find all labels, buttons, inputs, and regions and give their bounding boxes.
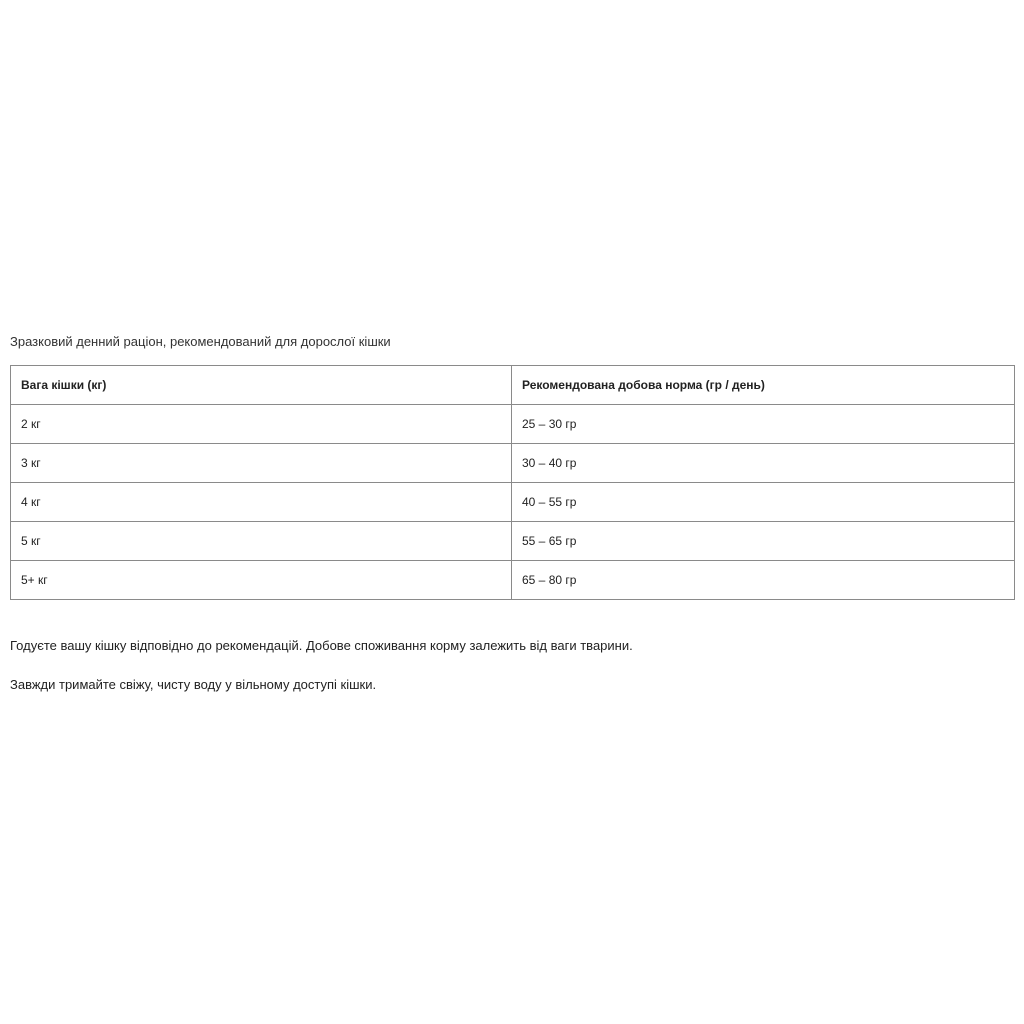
feeding-table bbox=[10, 365, 1015, 600]
cell-norm: 55 – 65 гр bbox=[512, 522, 1015, 561]
cell-weight: 3 кг bbox=[11, 444, 512, 483]
header-daily-norm: Рекомендована добова норма (гр / день) bbox=[512, 366, 1015, 405]
table-row bbox=[11, 522, 1015, 561]
table-caption: Зразковий денний раціон, рекомендований для дорослої кішки bbox=[10, 334, 391, 349]
table-row bbox=[11, 405, 1015, 444]
cell-norm: 65 – 80 гр bbox=[512, 561, 1015, 600]
table-row bbox=[11, 561, 1015, 600]
water-note: Завжди тримайте свіжу, чисту воду у вільному доступі кішки. bbox=[10, 677, 377, 692]
cell-norm: 40 – 55 гр bbox=[512, 483, 1015, 522]
table-row bbox=[11, 483, 1015, 522]
header-cat-weight: Вага кішки (кг) bbox=[11, 366, 512, 405]
cell-weight: 4 кг bbox=[11, 483, 512, 522]
cell-norm: 25 – 30 гр bbox=[512, 405, 1015, 444]
table-header-row bbox=[11, 366, 1015, 405]
cell-norm: 30 – 40 гр bbox=[512, 444, 1015, 483]
cell-weight: 2 кг bbox=[11, 405, 512, 444]
cell-weight: 5+ кг bbox=[11, 561, 512, 600]
table-row bbox=[11, 444, 1015, 483]
cell-weight: 5 кг bbox=[11, 522, 512, 561]
feeding-note: Годуєте вашу кішку відповідно до рекомендацій. Добове споживання корму залежить від ваги тварини. bbox=[10, 638, 633, 653]
